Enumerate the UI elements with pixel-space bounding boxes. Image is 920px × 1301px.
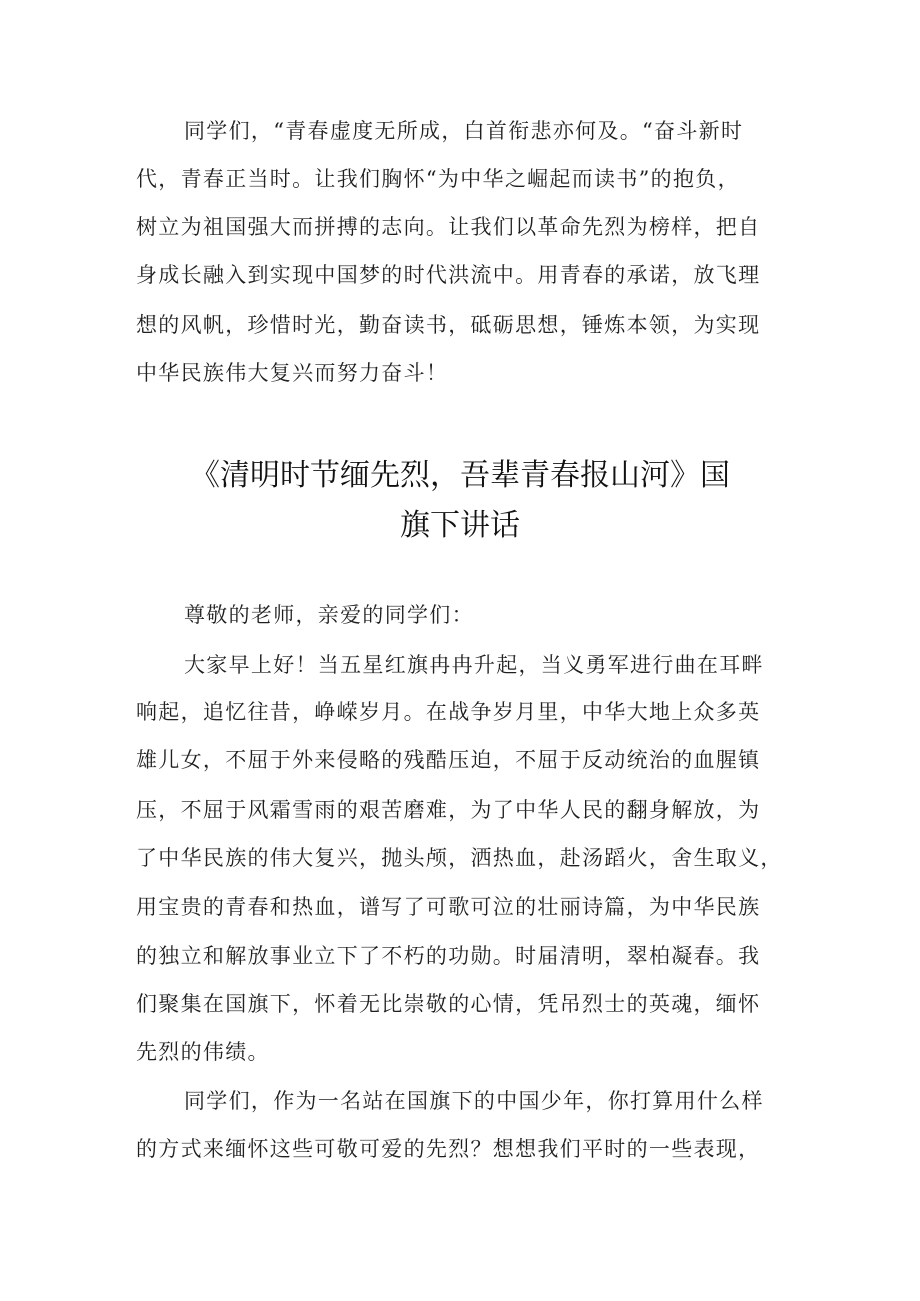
paragraph-line: 代，青春正当时。让我们胸怀“为中华之崛起而读书”的抱负， (136, 167, 740, 191)
paragraph-line: 先烈的伟绩。 (136, 1040, 270, 1064)
paragraph-line: 同学们，作为一名站在国旗下的中国少年，你打算用什么样 (184, 1089, 764, 1113)
title-line: 《清明时节缅先烈，吾辈青春报山河》国 (190, 458, 730, 493)
paragraph-line: 用宝贵的青春和热血，谱写了可歌可泣的壮丽诗篇，为中华民族 (136, 895, 761, 919)
paragraph-line: 了中华民族的伟大复兴，抛头颅，洒热血，赴汤蹈火，舍生取义， (136, 846, 783, 870)
paragraph-line: 同学们，“青春虚度无所成，白首衔悲亦何及。“奋斗新时 (184, 119, 744, 143)
title-line: 旗下讲话 (400, 508, 520, 543)
paragraph-line: 树立为祖国强大而拼搏的志向。让我们以革命先烈为榜样，把自 (136, 215, 761, 239)
paragraph-line: 大家早上好！当五星红旗冉冉升起，当义勇军进行曲在耳畔 (184, 653, 764, 677)
paragraph-line: 雄儿女，不屈于外来侵略的残酷压迫，不屈于反动统治的血腥镇 (136, 748, 761, 772)
paragraph-line: 中华民族伟大复兴而努力奋斗！ (136, 361, 449, 385)
paragraph-line: 想的风帆，珍惜时光，勤奋读书，砥砺思想，锤炼本领，为实现 (136, 313, 761, 337)
paragraph-line: 压，不屈于风霜雪雨的艰苦磨难，为了中华人民的翻身解放，为 (136, 798, 761, 822)
paragraph-line: 的独立和解放事业立下了不朽的功勋。时届清明，翠柏凝春。我 (136, 944, 761, 968)
salutation: 尊敬的老师，亲爱的同学们： (184, 603, 474, 627)
paragraph-line: 响起，追忆往昔，峥嵘岁月。在战争岁月里，中华大地上众多英 (136, 700, 761, 724)
paragraph-line: 的方式来缅怀这些可敬可爱的先烈？想想我们平时的一些表现， (136, 1137, 761, 1161)
paragraph-line: 身成长融入到实现中国梦的时代洪流中。用青春的承诺，放飞理 (136, 263, 761, 287)
paragraph-line: 们聚集在国旗下，怀着无比崇敬的心情，凭吊烈士的英魂，缅怀 (136, 992, 761, 1016)
